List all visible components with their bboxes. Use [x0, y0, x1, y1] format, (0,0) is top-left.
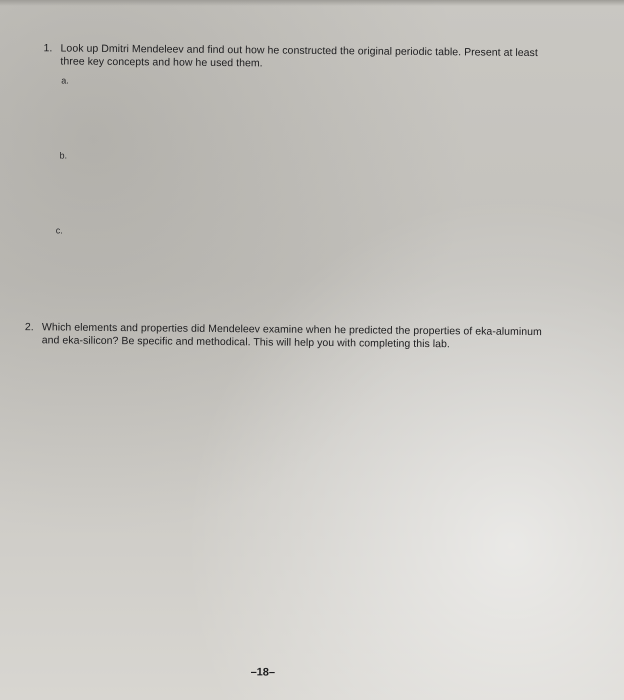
answer-label-b: b.: [59, 150, 68, 161]
answer-label-c: c.: [55, 225, 63, 236]
answer-label-a: a.: [61, 75, 69, 86]
worksheet-page: [5, 4, 618, 700]
question-2-line-1: Which elements and properties did Mendeleev examine when he predicted the properties of eka-aluminum: [41, 321, 542, 339]
question-1-line-2: three key concepts and how he used them.: [60, 54, 263, 69]
question-2-number: 2.: [24, 321, 34, 334]
question-2-line-2: and eka-silicon? Be specific and methodical. This will help you with completing this lab.: [41, 333, 450, 350]
question-2-text: [42, 321, 542, 351]
question-1-number: 1.: [43, 42, 53, 55]
question-1-line-1: Look up Dmitri Mendeleev and find out how he constructed the original periodic table. Present at least: [60, 42, 538, 60]
question-1-text: [60, 42, 538, 72]
page-number: –18–: [250, 666, 276, 679]
